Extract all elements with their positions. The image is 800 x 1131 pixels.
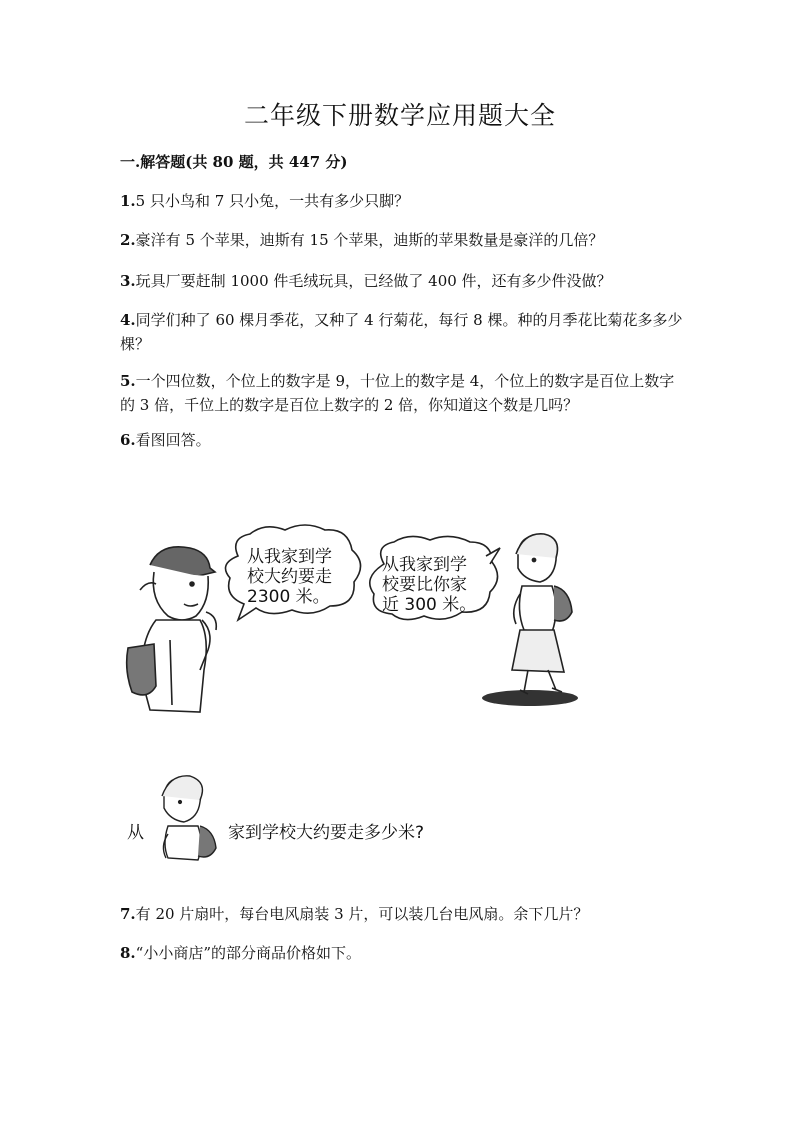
question-6 bbox=[120, 428, 685, 452]
question-text: 5 只小鸟和 7 只小兔，一共有多少只脚？ bbox=[135, 192, 410, 210]
question-text: 看图回答。 bbox=[135, 431, 211, 449]
bottom-question: 家到学校大约要走多少米? bbox=[228, 823, 425, 843]
question-4 bbox=[120, 308, 685, 356]
question-number: 6. bbox=[120, 431, 136, 449]
question-text: “小小商店”的部分商品价格如下。 bbox=[135, 944, 362, 962]
question-number: 8. bbox=[120, 944, 136, 962]
bubble-right-line-1: 从我家到学 bbox=[382, 555, 467, 575]
speech-bubble-left bbox=[226, 525, 361, 620]
bottom-prefix: 从 bbox=[127, 823, 144, 843]
bubble-left-line-2: 校大约要走 bbox=[247, 567, 332, 587]
question-text: 豪洋有 5 个苹果，迪斯有 15 个苹果，迪斯的苹果数量是豪洋的几倍？ bbox=[135, 231, 604, 249]
question-2 bbox=[120, 228, 685, 252]
question-text: 同学们种了 60 棵月季花，又种了 4 行菊花，每行 8 棵。种的月季花比菊花多多少棵？ bbox=[120, 311, 683, 353]
dialogue-illustration bbox=[120, 520, 590, 725]
question-number: 7. bbox=[120, 905, 136, 923]
bubble-right-line-2: 校要比你家 bbox=[382, 575, 467, 595]
question-number: 4. bbox=[120, 311, 136, 329]
question-7 bbox=[120, 902, 685, 926]
question-text: 一个四位数，个位上的数字是 9，十位上的数字是 4，个位上的数字是百位上数字的 3 倍，千位上的数字是百位上数字的 2 倍，你知道这个数是几吗？ bbox=[120, 372, 675, 414]
question-number: 5. bbox=[120, 372, 136, 390]
boy-illustration bbox=[127, 547, 217, 712]
question-5 bbox=[120, 369, 685, 417]
page-title: 二年级下册数学应用题大全 bbox=[243, 101, 556, 130]
speech-bubble-right bbox=[370, 536, 500, 619]
bubble-left-line-1: 从我家到学 bbox=[247, 547, 332, 567]
bubble-left-line-3: 2300 米。 bbox=[247, 587, 330, 607]
question-text: 玩具厂要赶制 1000 件毛绒玩具，已经做了 400 件，还有多少件没做？ bbox=[135, 272, 612, 290]
question-1 bbox=[120, 189, 685, 213]
question-number: 2. bbox=[120, 231, 136, 249]
question-8 bbox=[120, 941, 685, 965]
question-text: 有 20 片扇叶，每台电风扇装 3 片，可以装几台电风扇。余下几片？ bbox=[135, 905, 589, 923]
question-number: 3. bbox=[120, 272, 136, 290]
question-number: 1. bbox=[120, 192, 136, 210]
girl-illustration bbox=[482, 534, 578, 706]
question-3 bbox=[120, 269, 685, 293]
section-heading: 一.解答题(共 80 题，共 447 分) bbox=[120, 153, 348, 171]
bubble-right-line-3: 近 300 米。 bbox=[382, 595, 477, 615]
